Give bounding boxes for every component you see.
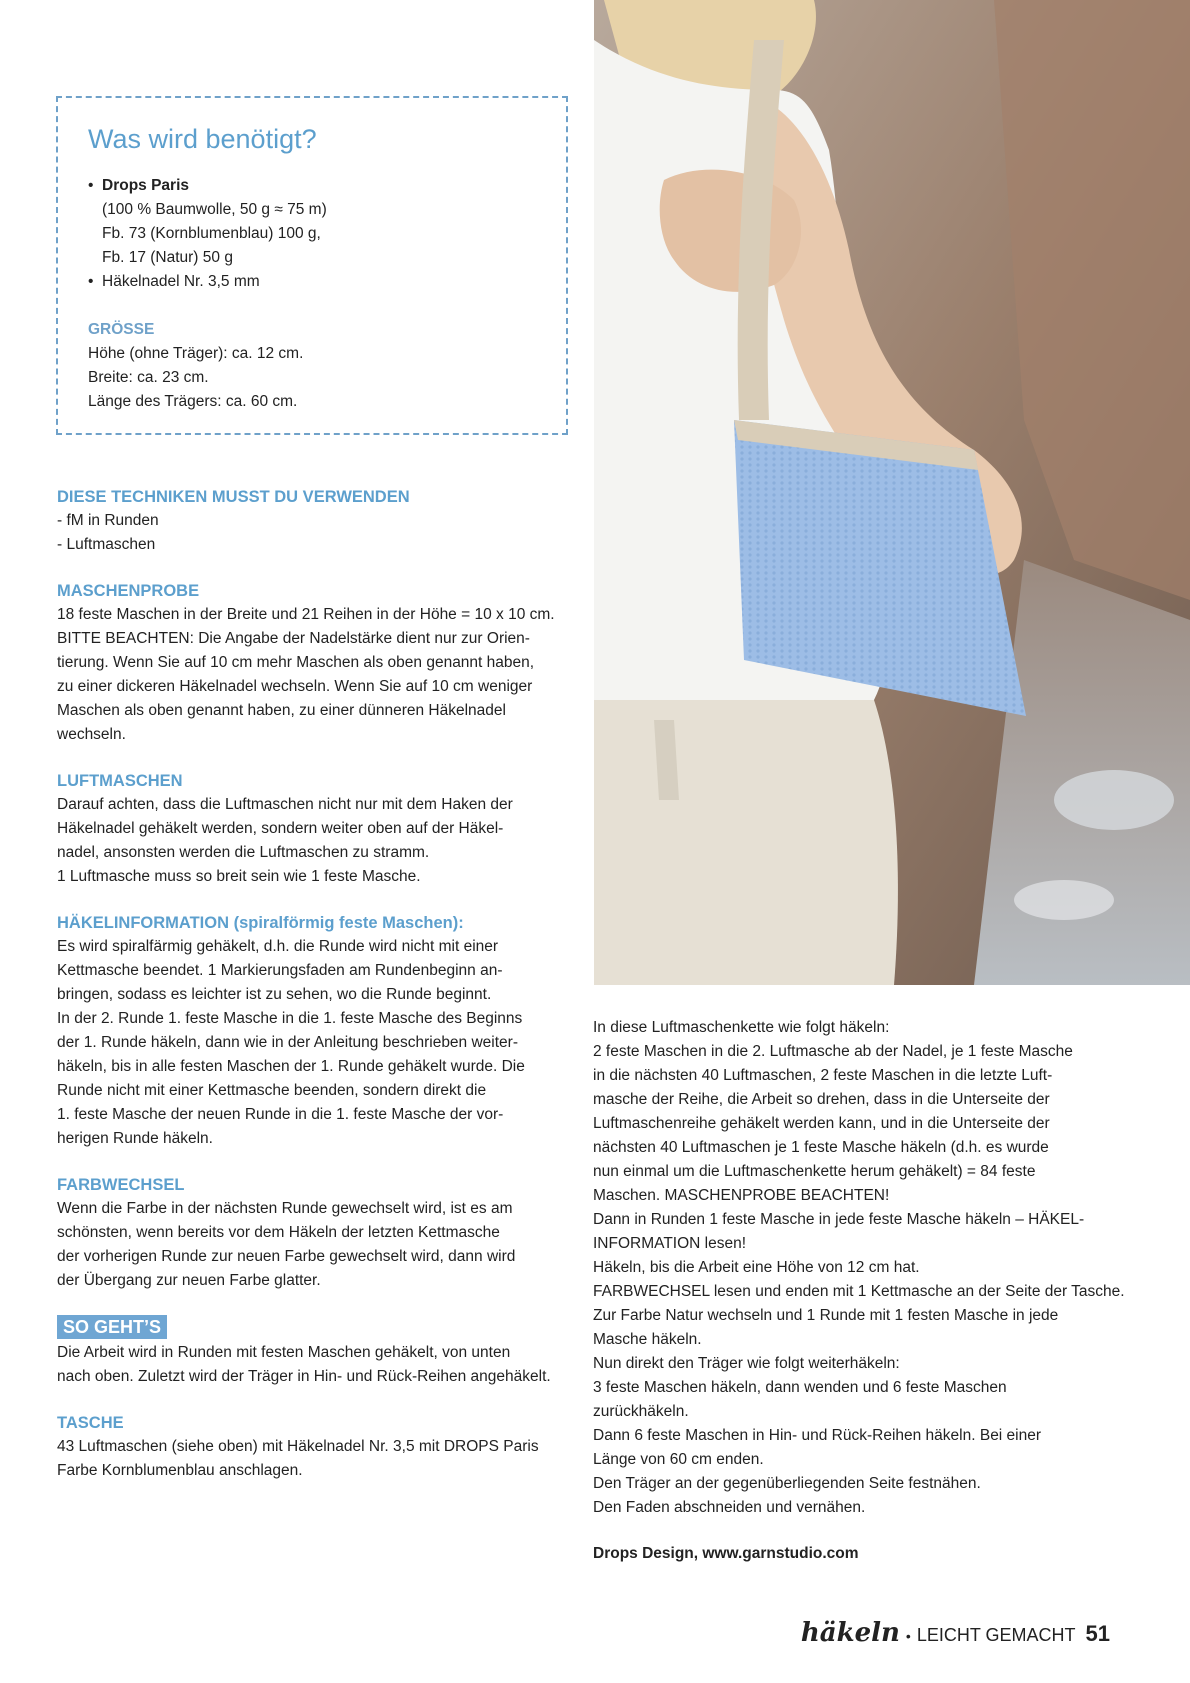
body-maschenprobe: 18 feste Maschen in der Breite und 21 Reihen in der Höhe = 10 x 10 cm. BITTE BEACHTEN: Die Angabe der Nadelstärke dient nur zur Orien- tierung. Wenn Sie auf 10 cm mehr Maschen als oben genannt haben, zu einer dickeren Häkelnadel wechseln. Wenn Sie auf 10 cm weniger Maschen als oben genannt haben, zu einer dünneren Häkelnadel wechseln.: [57, 606, 555, 743]
product-photo: [594, 0, 1190, 985]
size-heading: GRÖSSE: [88, 321, 155, 338]
size-lines: Höhe (ohne Träger): ca. 12 cm. Breite: ca. 23 cm. Länge des Trägers: ca. 60 cm.: [88, 345, 304, 410]
body-tasche: 43 Luftmaschen (siehe oben) mit Häkelnadel Nr. 3,5 mit DROPS Paris Farbe Kornblumenblau anschlagen.: [57, 1438, 539, 1479]
section-sogehts: [57, 1315, 577, 1389]
materials-box: [56, 96, 568, 435]
yarn-name: Drops Paris: [102, 177, 190, 194]
footer-separator: •: [905, 1628, 911, 1644]
design-credit: Drops Design, www.garnstudio.com: [593, 1545, 859, 1562]
heading-farbwechsel: FARBWECHSEL: [57, 1176, 185, 1194]
materials-yarn-item: [88, 174, 327, 270]
sogehts-badge: SO GEHT’S: [57, 1315, 167, 1339]
photo-woman-with-crochet-bag-icon: [594, 0, 1190, 985]
heading-maschenprobe: MASCHENPROBE: [57, 582, 200, 600]
page-footer: [801, 1618, 1110, 1651]
heading-luftmaschen: LUFTMASCHEN: [57, 772, 183, 790]
body-farbwechsel: Wenn die Farbe in der nächsten Runde gewechselt wird, ist es am schönsten, wenn bereits vor dem Häkeln der letzten Kettmasche der vorherigen Runde zur neuen Farbe gewechselt wird, dann wird der Übergang zur neuen Farbe glatter.: [57, 1200, 516, 1289]
body-luftmaschen: Darauf achten, dass die Luftmaschen nicht nur mit dem Haken der Häkelnadel gehäkelt werden, sondern weiter oben auf der Häkel- nadel, ansonsten werden die Luftmaschen zu stramm. 1 Luftmasche muss so breit sein wie 1 feste Masche.: [57, 796, 513, 885]
section-techniken: [57, 485, 577, 557]
heading-tasche: TASCHE: [57, 1414, 124, 1432]
page-number: 51: [1085, 1621, 1110, 1646]
size-block: [88, 318, 303, 414]
section-maschenprobe: [57, 579, 577, 747]
right-column-text: In diese Luftmaschenkette wie folgt häkeln: 2 feste Maschen in die 2. Luftmasche ab der Nadel, je 1 feste Masche in die nächsten 40 Luftmaschen, 2 feste Maschen in die letzte Luft- masche der Reihe, die Arbeit so drehen, dass in die Unterseite der Luftmaschenreihe gehäkelt werden kann, und in die Unterseite der nächsten 40 Luftmaschen je 1 feste Masche häkeln (d.h. es wurde nun einmal um die Luftmaschenkette herum gehäkelt) = 84 feste Maschen. MASCHENPROBE BEACHTEN! Dann in Runden 1 feste Masche in jede feste Masche häkeln – HÄKEL- INFORMATION lesen! Häkeln, bis die Arbeit eine Höhe von 12 cm hat. FARBWECHSEL lesen und enden mit 1 Kettmasche an der Seite der Tasche. Zur Farbe Natur wechseln und 1 Runde mit 1 festen Masche in jede Masche häkeln. Nun direkt den Träger wie folgt weiterhäkeln: 3 feste Maschen häkeln, dann wenden und 6 feste Maschen zurückhäkeln. Dann 6 feste Maschen in Hin- und Rück-Reihen häkeln. Bei einer Länge von 60 cm enden. Den Träger an der gegenüberliegenden Seite festnähen. Den Faden abschneiden und vernähen.: [593, 1019, 1125, 1516]
section-haekelinfo: [57, 911, 577, 1151]
materials-title: Was wird benötigt?: [88, 124, 317, 154]
footer-brand: häkeln: [800, 1618, 900, 1648]
left-column: [57, 485, 577, 1505]
materials-hook-item: • Häkelnadel Nr. 3,5 mm: [88, 270, 327, 294]
materials-list: [88, 174, 327, 294]
heading-techniken: DIESE TECHNIKEN MUSST DU VERWENDEN: [57, 488, 410, 506]
section-farbwechsel: [57, 1173, 577, 1293]
section-luftmaschen: [57, 769, 577, 889]
yarn-details: (100 % Baumwolle, 50 g ≈ 75 m) Fb. 73 (Kornblumenblau) 100 g, Fb. 17 (Natur) 50 g: [102, 201, 327, 266]
body-techniken: - fM in Runden - Luftmaschen: [57, 512, 159, 553]
body-haekelinfo: Es wird spiralfärmig gehäkelt, d.h. die Runde wird nicht mit einer Kettmasche beendet. 1 Markierungsfaden am Rundenbeginn an- bringen, sodass es leichter ist zu sehen, wo die Runde beginnt. In der 2. Runde 1. feste Masche in die 1. feste Masche des Beginns der 1. Runde häkeln, dann wie in der Anleitung beschrieben weiter- häkeln, bis in alle festen Maschen der 1. Runde gehäkelt wurde. Die Runde nicht mit einer Kettmasche beenden, sondern direkt die 1. feste Masche der neuen Runde in die 1. feste Masche der vor- herigen Runde häkeln.: [57, 938, 525, 1147]
heading-haekelinfo: HÄKELINFORMATION (spiralförmig feste Maschen):: [57, 914, 464, 932]
section-tasche: [57, 1411, 577, 1483]
body-sogehts: Die Arbeit wird in Runden mit festen Maschen gehäkelt, von unten nach oben. Zuletzt wird der Träger in Hin- und Rück-Reihen angehäkelt.: [57, 1344, 551, 1385]
footer-tagline: LEICHT GEMACHT: [916, 1625, 1076, 1645]
